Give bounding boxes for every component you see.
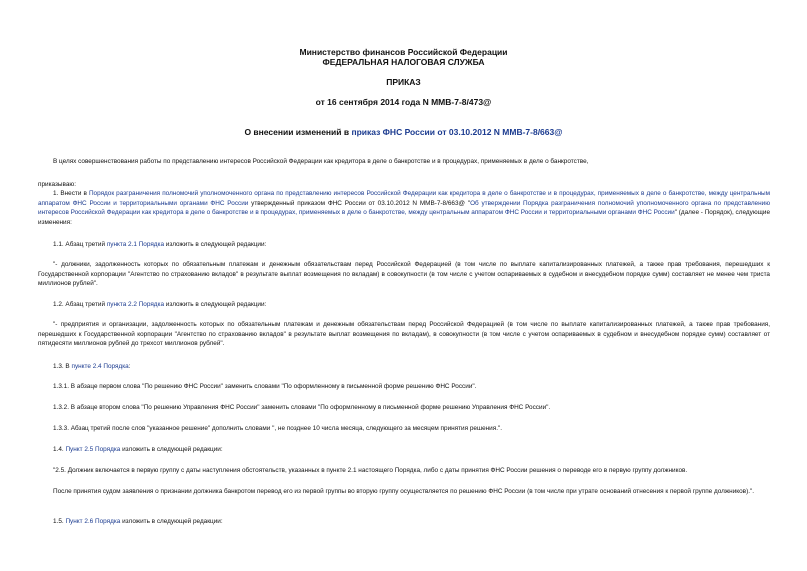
p14-link-procedure[interactable]: Порядка [95, 446, 121, 453]
p14-text-a: 1.4. [53, 446, 66, 453]
subject-link[interactable]: приказ ФНС России от 03.10.2012 N ММВ-7-8/663@ [351, 127, 563, 137]
p15-link-point[interactable]: Пункт 2.6 [65, 518, 94, 525]
p13-text-a: 1.3. В [53, 363, 72, 370]
p11-link-point[interactable]: пункта 2.1 [106, 241, 137, 248]
p1-text-a: 1. Внести в [53, 190, 89, 197]
p15-link-procedure[interactable]: Порядка [95, 518, 121, 525]
service-heading: ФЕДЕРАЛЬНАЯ НАЛОГОВАЯ СЛУЖБА [322, 57, 485, 67]
p12-link-point[interactable]: пункта 2.2 [106, 301, 137, 308]
p1-link-order-title[interactable]: Об утверждении Порядка разграничения полномочий уполномоченного органа по представлению интересов Российской Федерации как кредитора в деле о банкротстве и в процедурах, применяемых в деле о банкротстве, между центральным аппаратом ФНС России и территориальными органами ФНС России [38, 199, 771, 216]
subject-prefix: О внесении изменений в [244, 127, 352, 137]
paragraph-1-3-2: 1.3.2. В абзаце втором слова "По решению Управления ФНС России" заменить словами "По оформленному в письменной форме решению Управления ФНС России". [53, 404, 551, 411]
p12-text-b: изложить в следующей редакции: [164, 301, 267, 308]
quote-1-1: "- должники, задолженность которых по обязательным платежам и денежным обязательствам перед Российской Федерацией (в том числе по выплате капитализированных платежей, а также прав требования, перешедших к Государственной корпорации "Агентство по страхованию вкладов" в результате выплат возмещения по вкладам) в совокупности (в том числе с учетом оспариваемых в судебном и внесудебном порядке сумм) составляет не менее чем триста миллионов рублей". [38, 261, 770, 287]
p12-text-a: 1.2. Абзац третий [53, 301, 107, 308]
p13-text-b: : [128, 363, 131, 370]
p11-link-procedure[interactable]: Порядка [138, 241, 165, 248]
ministry-heading: Министерство финансов Российской Федерации [299, 47, 508, 57]
date-number-heading: от 16 сентября 2014 года N ММВ-7-8/473@ [315, 97, 492, 107]
quote-1-4: "2.5. Должник включается в первую группу с даты наступления обстоятельств, указанных в пункте 2.1 настоящего Порядка, либо с даты принятия ФНС России решения о переводе его в первую группу должников. [53, 467, 688, 474]
intro-paragraph: В целях совершенствования работы по представлению интересов Российской Федерации как кредитора в деле о банкротстве и в процедурах, применяемых в деле о банкротстве, [53, 158, 589, 165]
paragraph-1-2 [38, 300, 770, 310]
paragraph-1-4 [38, 445, 770, 455]
paragraph-1 [38, 189, 770, 227]
paragraph-1-3 [38, 362, 770, 372]
p14-link-point[interactable]: Пункт 2.5 [65, 446, 94, 453]
paragraph-1-3-1: 1.3.1. В абзаце первом слова "По решению ФНС России" заменить словами "По оформленному в письменной форме решению ФНС России". [53, 383, 477, 390]
order-word: приказываю: [38, 181, 76, 188]
p11-text-a: 1.1. Абзац третий [53, 241, 107, 248]
p1-link-procedure[interactable]: Порядок разграничения полномочий уполномоченного органа по представлению интересов Российской Федерации как кредитора в деле о банкротстве и в процедурах, применяемых в деле о банкротстве, между центральным аппаратом ФНС России и территориальными органами ФНС России [38, 190, 770, 207]
paragraph-1-3-3: 1.3.3. Абзац третий после слов "указанное решение" дополнить словами ", не позднее 10 числа месяца, следующего за месяцем принятия решения.". [53, 425, 503, 432]
p15-text-b: изложить в следующей редакции: [120, 518, 223, 525]
paragraph-1-5 [38, 517, 770, 527]
paragraph-1-1 [38, 240, 770, 250]
p14-text-b: изложить в следующей редакции: [120, 446, 223, 453]
p15-text-a: 1.5. [53, 518, 66, 525]
p13-link-point[interactable]: пункте 2.4 Порядка [71, 363, 129, 370]
p12-link-procedure[interactable]: Порядка [138, 301, 165, 308]
quote-1-4-continued: После принятия судом заявления о признании должника банкротом перевод его из первой группы во вторую группу осуществляется по решению ФНС России (в том числе при утрате оснований отнесения к первой группе должников).". [53, 488, 755, 495]
quote-1-2: "- предприятия и организации, задолженность которых по обязательным платежам и денежным обязательствам перед Российской Федерацией (в том числе по выплате капитализированных платежей, а также прав требования, перешедших к Государственной корпорации "Агентство по страхованию вкладов" в результате выплат возмещения по вкладам), в совокупности (в том числе с учетом оспариваемых в судебном и внесудебном порядке сумм) составляет от пятидесяти миллионов рублей до трехсот миллионов рублей". [38, 321, 770, 347]
p1-text-b: утвержденный приказом ФНС России от 03.10.2012 N ММВ-7-8/663@ " [248, 199, 471, 207]
doc-type-heading: ПРИКАЗ [386, 77, 421, 87]
p11-text-b: изложить в следующей редакции: [164, 241, 267, 248]
p1-text-c: " (далее - Порядок), следующие изменения: [38, 209, 770, 226]
subject-heading [0, 127, 807, 137]
